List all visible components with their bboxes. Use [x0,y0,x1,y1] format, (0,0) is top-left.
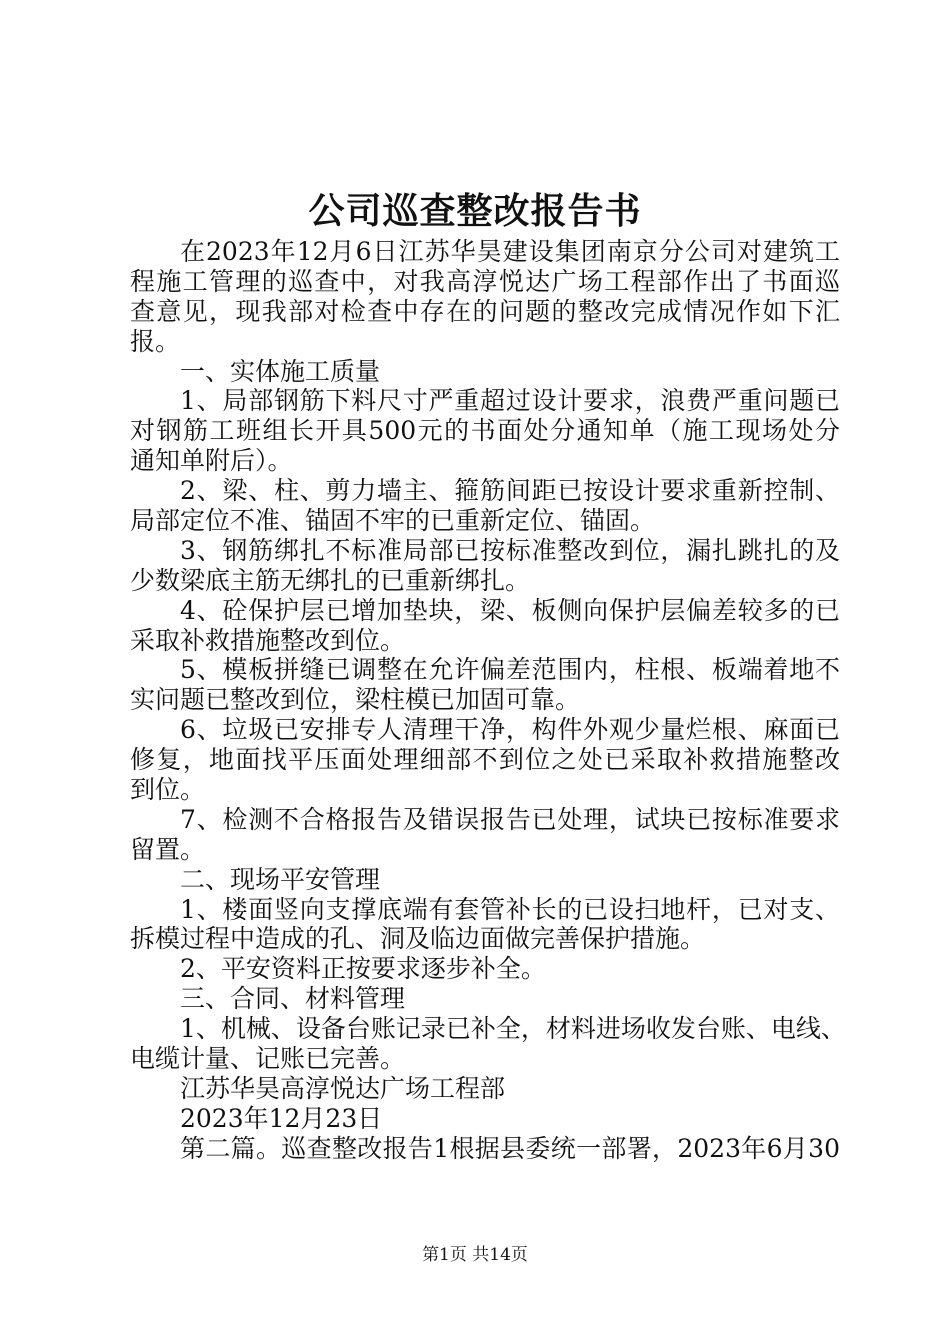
paragraph-line: 3、钢筋绑扎不标准局部已按标准整改到位，漏扎跳扎的及 [180,535,840,565]
paragraph-line: 电缆计量、记账已完善。 [130,1044,406,1074]
paragraph-line: 留置。 [130,834,206,864]
paragraph-line: 采取补救措施整改到位。 [130,625,406,655]
section-heading: 三、合同、材料管理 [180,984,406,1014]
paragraph-line: 少数梁底主筋无绑扎的已重新绑扎。 [130,565,531,595]
paragraph-line: 修复，地面找平压面处理细部不到位之处已采取补救措施整改 [130,745,840,775]
paragraph-line: 4、砼保护层已增加垫块，梁、板侧向保护层偏差较多的已 [180,595,840,625]
paragraph-line: 在2023年12月6日江苏华昊建设集团南京分公司对建筑工 [180,237,840,266]
paragraph-line: 第二篇。巡查整改报告1根据县委统一部署，2023年6月30 [180,1133,840,1163]
document-title: 公司巡查整改报告书 [308,190,642,232]
page-footer: 第1页 共14页 [422,1245,528,1265]
section-heading: 一、实体施工质量 [180,356,381,386]
signature-organization: 江苏华昊高淳悦达广场工程部 [180,1073,506,1103]
paragraph-line: 实问题已整改到位，梁柱模已加固可靠。 [130,685,581,715]
paragraph-line: 2、平安资料正按要求逐步补全。 [180,954,546,984]
paragraph-line: 7、检测不合格报告及错误报告已处理，试块已按标准要求 [180,804,840,834]
signature-date: 2023年12月23日 [180,1103,383,1133]
paragraph-line: 通知单附后）。 [130,446,293,476]
paragraph-line: 6、垃圾已安排专人清理干净，构件外观少量烂根、麻面已 [180,715,840,745]
paragraph-line: 查意见，现我部对检查中存在的问题的整改完成情况作如下汇 [130,296,840,326]
paragraph-line: 2、梁、柱、剪力墙主、箍筋间距已按设计要求重新控制、 [180,476,840,506]
paragraph-line: 报。 [130,326,181,356]
section-heading: 二、现场平安管理 [180,864,381,894]
paragraph-line: 到位。 [130,775,206,805]
paragraph-line: 1、局部钢筋下料尺寸严重超过设计要求，浪费严重问题已 [180,386,840,416]
paragraph-line: 1、机械、设备台账记录已补全，材料进场收发台账、电线、 [180,1014,846,1044]
paragraph-line: 对钢筋工班组长开具500元的书面处分通知单（施工现场处分 [130,416,840,446]
paragraph-line: 1、楼面竖向支撑底端有套管补长的已设扫地杆，已对支、 [180,894,840,924]
paragraph-line: 程施工管理的巡查中，对我高淳悦达广场工程部作出了书面巡 [130,266,840,296]
document-body [130,237,846,1164]
paragraph-line: 5、模板拼缝已调整在允许偏差范围内，柱根、板端着地不 [180,655,840,685]
paragraph-line: 局部定位不准、锚固不牢的已重新定位、锚固。 [130,506,656,536]
paragraph-line: 拆模过程中造成的孔、洞及临边面做完善保护措施。 [130,924,706,954]
